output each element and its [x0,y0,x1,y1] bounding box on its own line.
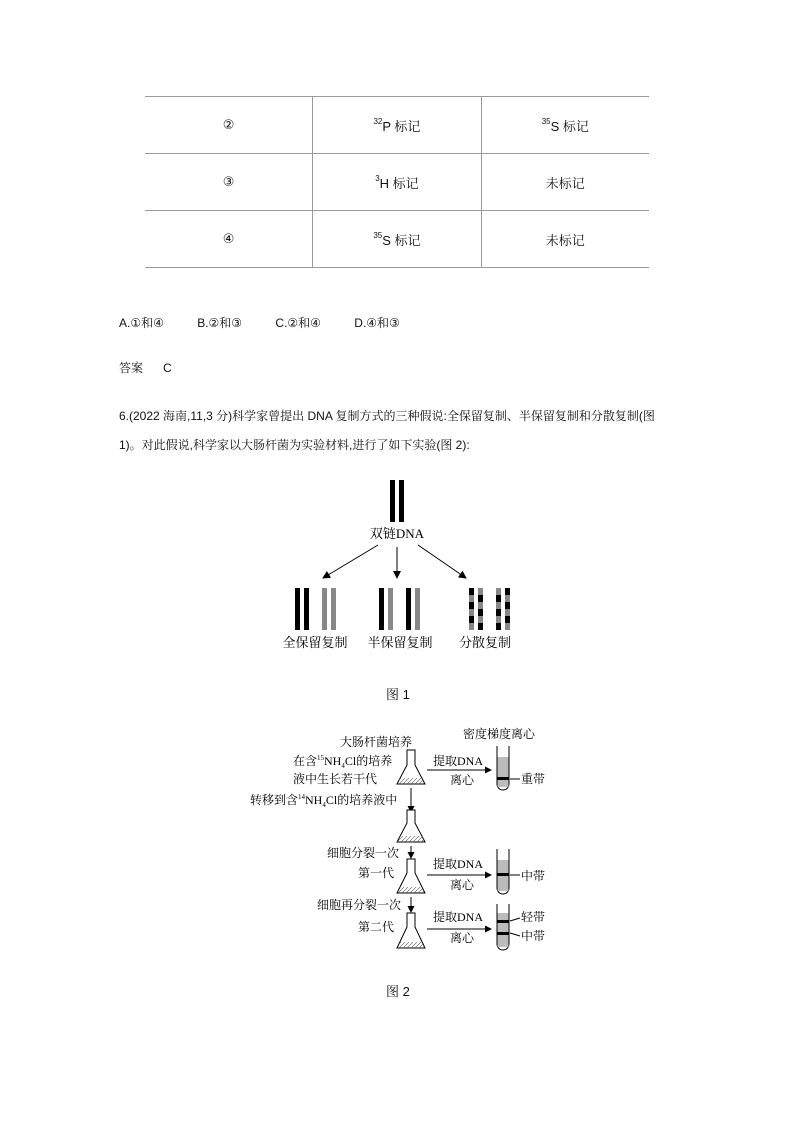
gen1-label: 第一代 [358,866,395,880]
table-cell: ④ [222,231,235,246]
parent-strand [399,480,404,522]
table-cell: 未标记 [481,154,649,211]
table-row [145,154,649,211]
flask-icon [397,859,425,893]
figure-2-diagram [245,722,555,957]
table-row [145,97,649,154]
arrow [323,545,378,578]
answer-label: 答案 [119,361,144,375]
cell-text: S 标记 [382,232,421,248]
extract-label: 提取DNA [433,910,483,924]
semi-conservative-label: 半保留复制 [367,635,433,650]
gen2-label: 第二代 [358,920,395,934]
heavy-band-label: 重带 [521,772,546,786]
table-cell: ③ [222,174,235,189]
answer-options [119,314,430,331]
conservative-model [295,588,336,630]
mid-band-label: 中带 [521,869,546,883]
figure-1-diagram [270,475,530,655]
table-cell: ② [222,117,235,132]
answer-line [119,359,172,376]
option-a: A.①和④ [119,316,164,330]
figure-1-caption: 图 1 [386,687,410,702]
centrifuge-title: 密度梯度离心 [463,727,536,741]
table-cell [481,97,649,154]
table-cell [313,154,481,211]
centrifuge-label: 离心 [450,931,475,945]
dispersive-label: 分散复制 [458,635,512,650]
flask-icon [397,913,425,948]
test-tube-icon [497,904,509,950]
table-cell [313,97,481,154]
divide-once-label: 细胞分裂一次 [327,846,400,860]
dispersive-model [469,588,510,630]
labeling-table [145,96,649,268]
option-c: C.②和④ [275,316,321,330]
semi-conservative-model [379,588,420,630]
cell-text: H 标记 [379,175,419,191]
double-strand-dna-label: 双链DNA [369,526,425,541]
extract-label: 提取DNA [433,857,483,871]
cell-text: S 标记 [550,118,589,134]
option-d: D.④和③ [354,316,400,330]
cell-text: P 标记 [382,118,421,134]
test-tube-icon [497,746,509,790]
divide-again-label: 细胞再分裂一次 [317,898,402,912]
parent-strand [390,480,395,522]
culture-title: 大肠杆菌培养 [340,735,413,749]
figure-2-caption: 图 2 [386,984,410,999]
transfer-text: 转移到含$^{14}NH_4Cl$的培养液中 [250,793,398,809]
arrow [418,545,466,578]
flask-icon [397,810,425,842]
superscript: 3 [375,174,380,184]
table-cell: 未标记 [481,211,649,268]
table-row [145,211,649,268]
conservative-label: 全保留复制 [282,635,348,650]
extract-label: 提取DNA [433,754,483,768]
superscript: 35 [373,231,383,241]
superscript: 35 [541,117,551,127]
option-b: B.②和③ [197,316,243,330]
centrifuge-label: 离心 [450,773,475,787]
mid-band-label: 中带 [521,929,546,943]
question-text: 6.(2022 海南,11,3 分)科学家曾提出 DNA 复制方式的三种假说:全保留复制、半保留复制和分散复制(图 1)。对此假说,科学家以大肠杆菌为实验材料,进行了如下实验(图 2): [119,409,655,452]
light-band-label: 轻带 [521,910,546,924]
table-cell [313,211,481,268]
answer-value: C [163,361,172,375]
band-pointer [510,918,520,921]
flask-icon [397,750,425,784]
superscript: 32 [373,117,383,127]
centrifuge-label: 离心 [450,878,475,892]
step1-line1: 在含$^{15}NH_4Cl$的培养 [293,754,393,770]
band-pointer [510,933,520,936]
test-tube-icon [497,849,509,894]
step1-line2: 液中生长若干代 [293,772,378,786]
